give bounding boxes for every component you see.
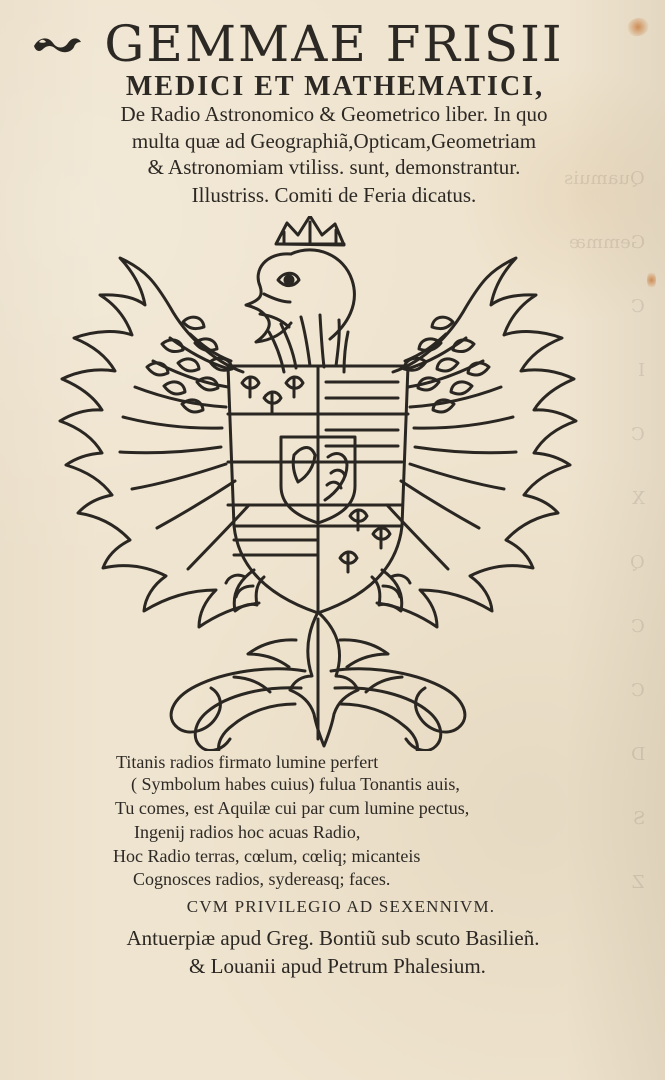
verse-line: Cognosces radios, sydereasq; faces. bbox=[133, 869, 391, 889]
paper-stain bbox=[625, 15, 651, 39]
imprint-line: & Louanii apud Petrum Phalesium. bbox=[189, 954, 486, 978]
title-line: De Radio Astronomico & Geometrico liber. In quo bbox=[120, 102, 548, 126]
verse-line: Tu comes, est Aquilæ cui par cum lumine pectus, bbox=[115, 798, 470, 818]
title-line: & Astronomiam vtiliss. sunt, demonstrantur. bbox=[147, 155, 521, 179]
page-bleed-through: Quamuis Gemmæ C I C X Q C C D S Z bbox=[564, 168, 645, 893]
verse-line: ( Symbolum habes cuius) fulua Tonantis auis, bbox=[131, 774, 460, 794]
title-main: GEMMAE FRISII bbox=[104, 15, 564, 73]
eagle-coat-of-arms-icon bbox=[58, 216, 578, 751]
imprint-line: Antuerpiæ apud Greg. Bontiũ sub scuto Basilieñ. bbox=[126, 926, 540, 950]
title-line: Illustriss. Comiti de Feria dicatus. bbox=[191, 183, 477, 207]
privilege-line: CVM PRIVILEGIO AD SEXENNIVM. bbox=[186, 897, 496, 916]
title-subtitle: MEDICI ET MATHEMATICI, bbox=[125, 71, 545, 102]
verse-line: Ingenij radios hoc acuas Radio, bbox=[134, 822, 361, 842]
verse-line: Hoc Radio terras, cœlum, cœliq; micanteis bbox=[113, 846, 421, 866]
title-line: multa quæ ad Geographiã,Opticam,Geometriam bbox=[131, 129, 537, 153]
verse-line: Titanis radios firmato lumine perfert bbox=[116, 752, 379, 772]
paper-stain bbox=[647, 271, 656, 289]
